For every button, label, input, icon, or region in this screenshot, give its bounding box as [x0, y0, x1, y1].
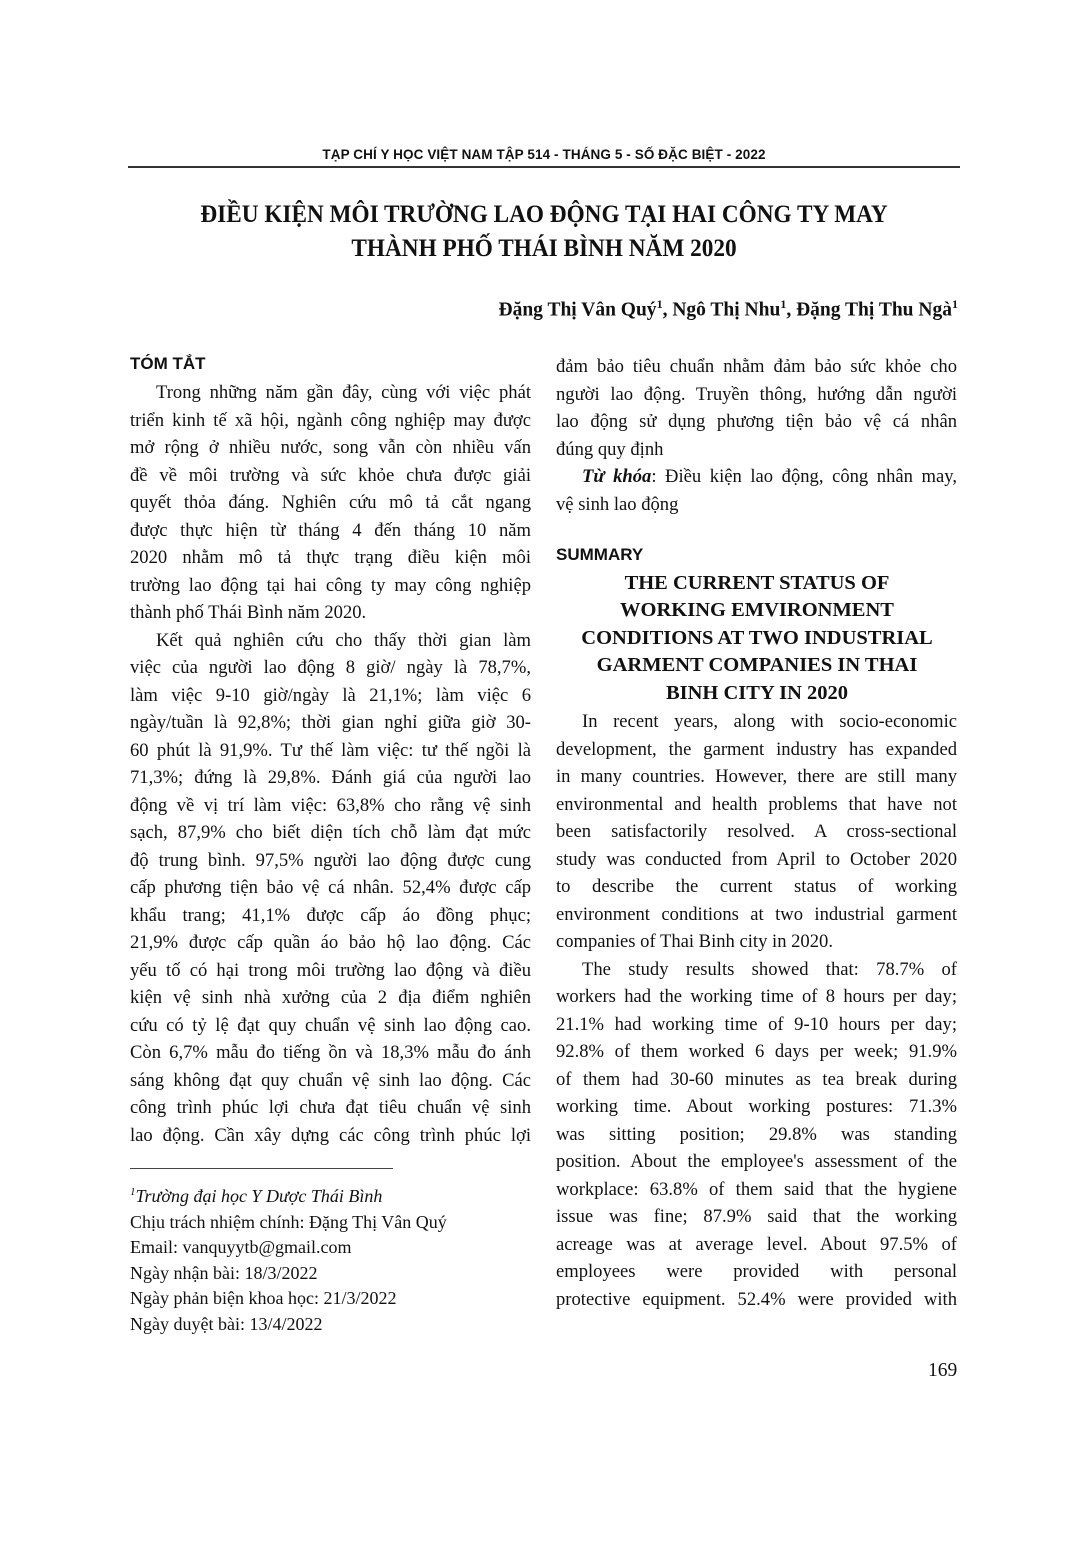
english-title-line: BINH CITY IN 2020 — [665, 681, 849, 704]
text-line: kiện vệ sinh nhà xưởng của 2 địa điểm nghiên — [130, 987, 531, 1008]
text-line: to describe the current status of working — [556, 876, 957, 897]
date-accepted: Ngày duyệt bài: 13/4/2022 — [130, 1313, 323, 1334]
text-line: The study results showed that: 78.7% of — [582, 958, 957, 980]
english-title-line: CONDITIONS AT TWO INDUSTRIAL — [581, 626, 933, 649]
author-name: Đặng Thị Thu Ngà — [796, 299, 952, 321]
date-received: Ngày nhận bài: 18/3/2022 — [130, 1262, 318, 1283]
text-line: lao động sử dụng phương tiện bảo vệ cá nhân — [556, 411, 957, 432]
text-line: companies of Thai Binh city in 2020. — [556, 931, 833, 952]
english-title-line: THE CURRENT STATUS OF — [624, 572, 890, 594]
keywords-text: : Điều kiện lao động, công nhân may, — [651, 466, 957, 487]
text-line: làm việc 9-10 giờ/ngày là 21,1%; làm việc 6 — [130, 684, 531, 706]
text-line: workplace: 63.8% of them said that the hygiene — [556, 1178, 957, 1200]
text-line: position. About the employee's assessment of the — [556, 1151, 957, 1172]
text-line: 60 phút là 91,9%. Tư thế làm việc: tư thế ngồi là — [130, 739, 531, 761]
text-line: 92.8% of them worked 6 days per week; 91.9% — [556, 1041, 957, 1062]
summary-heading: SUMMARY — [556, 545, 644, 564]
text-line: working time. About working postures: 71.3% — [556, 1096, 957, 1117]
text-line: environment conditions at two industrial garment — [556, 903, 957, 925]
text-line: độ trung bình. 97,5% người lao động được cung — [130, 849, 531, 871]
text-line: trường lao động tại hai công ty may công nghiệp — [130, 574, 531, 596]
text-line: cứu có tỷ lệ đạt quy chuẩn vệ sinh lao động cao. — [130, 1014, 531, 1036]
keywords-line — [556, 463, 957, 491]
english-title-line: GARMENT COMPANIES IN THAI — [596, 654, 918, 677]
text-line: thành phố Thái Bình năm 2020. — [130, 602, 367, 623]
text-line: 2020 nhằm mô tả thực trạng điều kiện môi — [130, 547, 531, 568]
affiliation-marker: 1 — [780, 297, 787, 311]
text-line: công trình phúc lợi chưa đạt tiêu chuẩn vệ sinh — [130, 1097, 531, 1118]
text-line: in many countries. However, there are still many — [556, 766, 957, 787]
header-rule — [128, 166, 960, 168]
text-line: environmental and health problems that have not — [556, 793, 957, 815]
text-line: Trong những năm gần đây, cùng với việc phát — [156, 382, 531, 403]
text-line: được thực hiện từ tháng 4 đến tháng 10 năm — [130, 519, 531, 541]
keywords-line: vệ sinh lao động — [556, 493, 679, 515]
abstract-vi-right — [556, 353, 957, 463]
keywords-label: Từ khóa — [582, 466, 652, 487]
english-title-line: WORKING EMVIRONMENT — [620, 599, 894, 622]
text-line: workers had the working time of 8 hours per day; — [556, 986, 957, 1007]
abstract-vi-left — [130, 379, 531, 1149]
text-line: mở rộng ở nhiều nước, song vẫn còn nhiều vấn — [130, 437, 531, 458]
summary-en-body — [556, 708, 957, 1313]
text-line: động về vị trí làm việc: 63,8% cho rằng vệ sinh — [130, 794, 531, 816]
author-separator: , — [786, 299, 797, 321]
keywords — [556, 463, 957, 518]
page-number: 169 — [928, 1360, 958, 1381]
text-line: acreage was at average level. About 97.5% of — [556, 1233, 957, 1255]
text-line: employees were provided with personal — [556, 1261, 957, 1282]
email: Email: vanquyytb@gmail.com — [130, 1237, 352, 1257]
author-name: Đặng Thị Vân Quý — [498, 299, 657, 321]
text-line: đảm bảo tiêu chuẩn nhằm đảm bảo sức khỏe cho — [556, 356, 957, 377]
text-line: protective equipment. 52.4% were provided with — [556, 1288, 957, 1310]
text-line: lao động. Cần xây dựng các công trình phúc lợi — [130, 1124, 531, 1146]
affiliation-marker: 1 — [656, 297, 663, 311]
text-line: 21,9% được cấp quần áo bảo hộ lao động. Các — [130, 932, 531, 953]
text-line: cấp phương tiện bảo vệ cá nhân. 52,4% được cấp — [130, 877, 531, 898]
text-line: was sitting position; 29.8% was standing — [556, 1123, 957, 1145]
text-line: triển kinh tế xã hội, ngành công nghiệp may được — [130, 409, 531, 431]
text-line: study was conducted from April to October 2020 — [556, 848, 957, 870]
text-line: người lao động. Truyền thông, hướng dẫn người — [556, 383, 957, 405]
author-separator: , — [662, 299, 673, 321]
text-line: been satisfactorily resolved. A cross-sectional — [556, 821, 957, 842]
english-title — [556, 570, 958, 707]
text-line: đề về môi trường và sức khỏe chưa được giải — [130, 464, 531, 486]
text-line: quyết thỏa đáng. Nghiên cứu mô tả cắt ngang — [130, 492, 531, 513]
text-line: Kết quả nghiên cứu cho thấy thời gian làm — [156, 629, 531, 651]
author-name: Ngô Thị Nhu — [672, 299, 781, 321]
affiliation — [130, 1180, 447, 1210]
text-line: khẩu trang; 41,1% được cấp áo đồng phục; — [130, 904, 531, 926]
text-line: sáng không đạt quy chuẩn vệ sinh lao động. Các — [130, 1069, 531, 1091]
text-line: 71,3%; đứng là 29,8%. Đánh giá của người lao — [130, 767, 531, 788]
footnote-rule — [130, 1168, 393, 1169]
footnotes — [130, 1180, 447, 1337]
text-line: Còn 6,7% mẫu đo tiếng ồn và 18,3% mẫu đo ánh — [130, 1042, 531, 1063]
text-line: 21.1% had working time of 9-10 hours per day; — [556, 1013, 957, 1035]
title-line: ĐIỀU KIỆN MÔI TRƯỜNG LAO ĐỘNG TẠI HAI CÔNG TY MAY — [200, 201, 888, 228]
corresponding-author: Chịu trách nhiệm chính: Đặng Thị Vân Quý — [130, 1211, 447, 1232]
text-line: sạch, 87,9% cho biết diện tích chỗ làm đạt mức — [130, 822, 531, 843]
text-line: ngày/tuần là 92,8%; thời gian nghỉ giữa giờ 30- — [130, 712, 531, 733]
text-line: việc của người lao động 8 giờ/ ngày là 78,7%, — [130, 657, 531, 678]
text-line: of them had 30-60 minutes as tea break during — [556, 1068, 957, 1090]
affiliation-marker: 1 — [130, 1186, 136, 1198]
author-list — [499, 297, 959, 322]
affiliation-marker: 1 — [952, 297, 958, 311]
text-line: issue was fine; 87.9% said that the working — [556, 1206, 957, 1227]
text-line: development, the garment industry has expanded — [556, 738, 957, 760]
title-line: THÀNH PHỐ THÁI BÌNH NĂM 2020 — [351, 235, 737, 262]
abstract-heading: TÓM TẮT — [130, 354, 206, 373]
text-line: đúng quy định — [556, 438, 664, 460]
running-header: TẠP CHÍ Y HỌC VIỆT NAM TẬP 514 - THÁNG 5 - SỐ ĐẶC BIỆT - 2022 — [322, 147, 766, 162]
text-line: yếu tố có hại trong môi trường lao động và điều — [130, 959, 531, 981]
article-title — [157, 198, 931, 266]
affiliation-text: Trường đại học Y Dược Thái Bình — [135, 1186, 383, 1206]
date-reviewed: Ngày phản biện khoa học: 21/3/2022 — [130, 1288, 397, 1308]
text-line: In recent years, along with socio-economic — [582, 711, 957, 732]
